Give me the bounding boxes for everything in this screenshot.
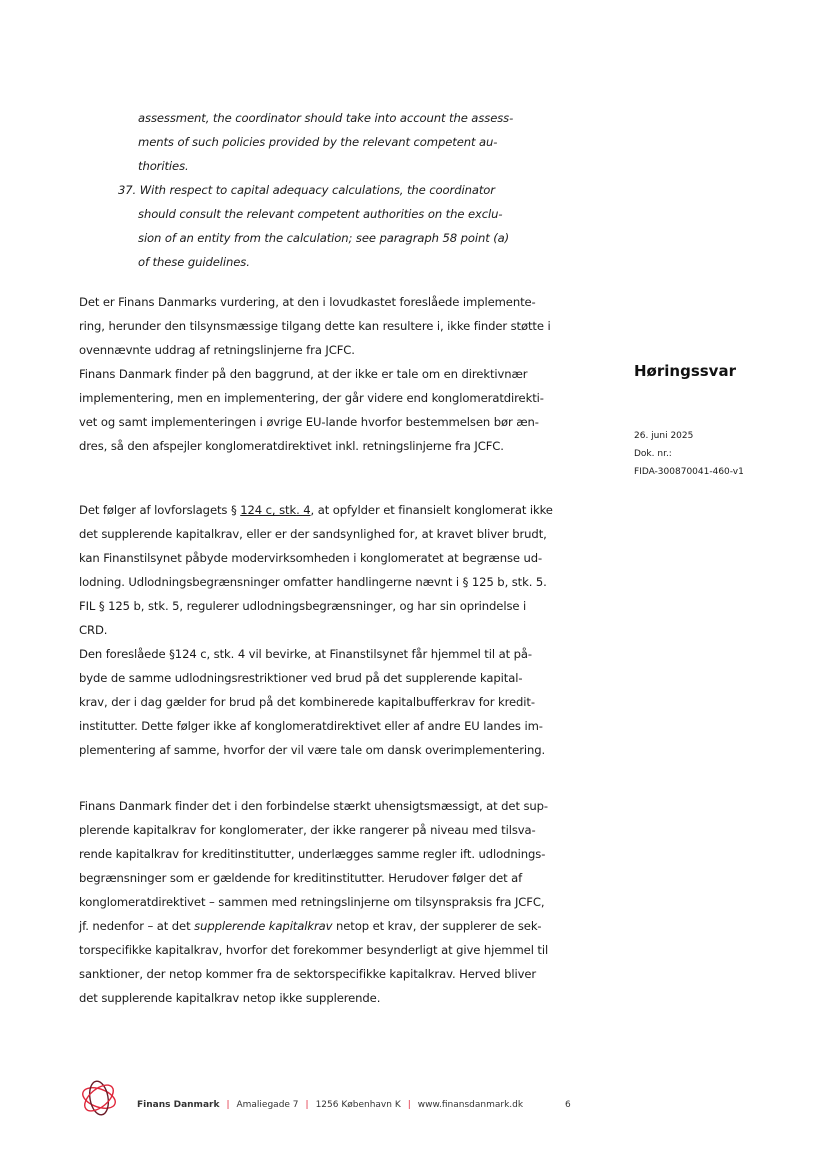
document-type-heading: Høringssvar bbox=[634, 362, 736, 380]
finans-danmark-logo-icon bbox=[78, 1077, 120, 1119]
text-segment: det supplerende kapitalkrav, eller er der sandsynlighed for, at kravet bliver brudt, bbox=[79, 527, 547, 541]
text-segment: kan Finanstilsynet påbyde modervirksomheden i konglomeratet at begrænse ud- bbox=[79, 551, 543, 565]
text-line bbox=[79, 666, 599, 690]
text-line bbox=[79, 986, 599, 1010]
text-line bbox=[79, 570, 599, 594]
text-segment: dres, så den afspejler konglomeratdirektivet inkl. retningslinjerne fra JCFC. bbox=[79, 439, 504, 453]
footer-website-link[interactable]: www.finansdanmark.dk bbox=[417, 1100, 524, 1110]
text-segment: should consult the relevant competent authorities on the exclu- bbox=[138, 207, 503, 221]
text-segment: Den foreslåede §124 c, stk. 4 vil bevirke, at Finanstilsynet får hjemmel til at på- bbox=[79, 647, 532, 661]
text-segment: institutter. Dette følger ikke af konglomeratdirektivet eller af andre EU landes im- bbox=[79, 719, 543, 733]
text-segment: vet og samt implementeringen i øvrige EU-lande hvorfor bestemmelsen bør æn- bbox=[79, 415, 539, 429]
text-segment: begrænsninger som er gældende for kreditinstitutter. Herudover følger det af bbox=[79, 871, 523, 885]
text-segment: CRD. bbox=[79, 623, 108, 637]
text-line bbox=[79, 546, 599, 570]
text-line bbox=[79, 642, 599, 666]
document-meta bbox=[634, 427, 744, 481]
text-segment: plementering af samme, hvorfor der vil være tale om dansk overimplementering. bbox=[79, 743, 546, 757]
text-line bbox=[79, 714, 599, 738]
body-paragraph bbox=[79, 642, 599, 762]
text-line bbox=[79, 434, 599, 458]
text-segment: konglomeratdirektivet – sammen med retningslinjerne om tilsynspraksis fra JCFC, bbox=[79, 895, 545, 909]
text-line bbox=[79, 338, 599, 362]
text-segment: Det følger af lovforslagets § bbox=[79, 503, 241, 517]
text-segment: of these guidelines. bbox=[138, 255, 250, 269]
text-line bbox=[79, 410, 599, 434]
text-segment: 37. With respect to capital adequacy calculations, the coordinator bbox=[118, 183, 495, 197]
text-segment: sion of an entity from the calculation; see paragraph 58 point (a) bbox=[138, 231, 510, 245]
text-line bbox=[79, 362, 599, 386]
document-number-label: Dok. nr.: bbox=[634, 449, 672, 459]
text-line bbox=[79, 738, 599, 762]
text-line bbox=[79, 690, 599, 714]
text-segment: assessment, the coordinator should take into account the assess- bbox=[138, 111, 514, 125]
text-segment: sanktioner, der netop kommer fra de sektorspecifikke kapitalkrav. Herved bliver bbox=[79, 967, 537, 981]
text-line bbox=[79, 962, 599, 986]
footer bbox=[137, 1100, 523, 1110]
text-line bbox=[118, 130, 638, 154]
text-segment: implementering, men en implementering, der går videre end konglomeratdirekti- bbox=[79, 391, 544, 405]
text-line bbox=[79, 498, 599, 522]
text-line bbox=[79, 866, 599, 890]
text-line bbox=[118, 226, 638, 250]
text-segment: krav, der i dag gælder for brud på det kombinerede kapitalbufferkrav for kredit- bbox=[79, 695, 535, 709]
text-segment: lodning. Udlodningsbegrænsninger omfatter handlingerne nævnt i § 125 b, stk. 5. bbox=[79, 575, 547, 589]
text-segment: Finans Danmark finder det i den forbindelse stærkt uhensigtsmæssigt, at det sup- bbox=[79, 799, 549, 813]
body-paragraph bbox=[79, 794, 599, 1010]
footer-address: Amaliegade 7 bbox=[236, 1100, 299, 1110]
text-line bbox=[118, 250, 638, 274]
text-segment: plerende kapitalkrav for konglomerater, der ikke rangerer på niveau med tilsva- bbox=[79, 823, 536, 837]
text-line bbox=[79, 842, 599, 866]
text-line bbox=[79, 618, 599, 642]
text-segment: , at opfylder et finansielt konglomerat ikke bbox=[310, 503, 553, 517]
document-number: FIDA-300870041-460-v1 bbox=[634, 467, 744, 477]
text-segment: Finans Danmark finder på den baggrund, at der ikke er tale om en direktivnær bbox=[79, 367, 528, 381]
text-line bbox=[79, 914, 599, 938]
body-paragraph bbox=[79, 290, 599, 362]
text-line bbox=[118, 106, 638, 130]
text-line bbox=[79, 314, 599, 338]
footer-separator: | bbox=[407, 1100, 411, 1110]
text-segment: ments of such policies provided by the relevant competent au- bbox=[138, 135, 498, 149]
text-line bbox=[118, 154, 638, 178]
text-segment: thorities. bbox=[138, 159, 189, 173]
footer-separator: | bbox=[226, 1100, 230, 1110]
text-line bbox=[118, 178, 638, 202]
text-segment: rende kapitalkrav for kreditinstitutter, underlægges samme regler ift. udlodnings- bbox=[79, 847, 546, 861]
text-line bbox=[79, 522, 599, 546]
text-segment: jf. nedenfor – at det bbox=[79, 919, 195, 933]
guideline-quote bbox=[118, 106, 638, 274]
footer-separator: | bbox=[305, 1100, 309, 1110]
text-segment: Det er Finans Danmarks vurdering, at den i lovudkastet foreslåede implemente- bbox=[79, 295, 536, 309]
text-segment: det supplerende kapitalkrav netop ikke supplerende. bbox=[79, 991, 381, 1005]
footer-city: 1256 København K bbox=[315, 1100, 401, 1110]
document-date: 26. juni 2025 bbox=[634, 431, 694, 441]
page-number: 6 bbox=[565, 1100, 571, 1110]
text-segment: netop et krav, der supplerer de sek- bbox=[332, 919, 542, 933]
text-line bbox=[79, 818, 599, 842]
text-line bbox=[79, 594, 599, 618]
text-segment: torspecifikke kapitalkrav, hvorfor det forekommer besynderligt at give hjemmel til bbox=[79, 943, 549, 957]
law-reference-link[interactable]: 124 c, stk. 4 bbox=[240, 503, 311, 517]
text-line bbox=[79, 794, 599, 818]
text-segment: ring, herunder den tilsynsmæssige tilgang dette kan resultere i, ikke finder støtte i bbox=[79, 319, 551, 333]
text-segment: ovennævnte uddrag af retningslinjerne fra JCFC. bbox=[79, 343, 355, 357]
body-paragraph bbox=[79, 362, 599, 458]
text-segment: FIL § 125 b, stk. 5, regulerer udlodningsbegrænsninger, og har sin oprindelse i bbox=[79, 599, 527, 613]
text-line bbox=[79, 890, 599, 914]
text-segment: byde de samme udlodningsrestriktioner ved brud på det supplerende kapital- bbox=[79, 671, 523, 685]
body-paragraph bbox=[79, 498, 599, 642]
text-line bbox=[118, 202, 638, 226]
text-line bbox=[79, 386, 599, 410]
text-line bbox=[79, 290, 599, 314]
text-line bbox=[79, 938, 599, 962]
text-segment: supplerende kapitalkrav bbox=[194, 919, 333, 933]
footer-org: Finans Danmark bbox=[137, 1100, 220, 1110]
